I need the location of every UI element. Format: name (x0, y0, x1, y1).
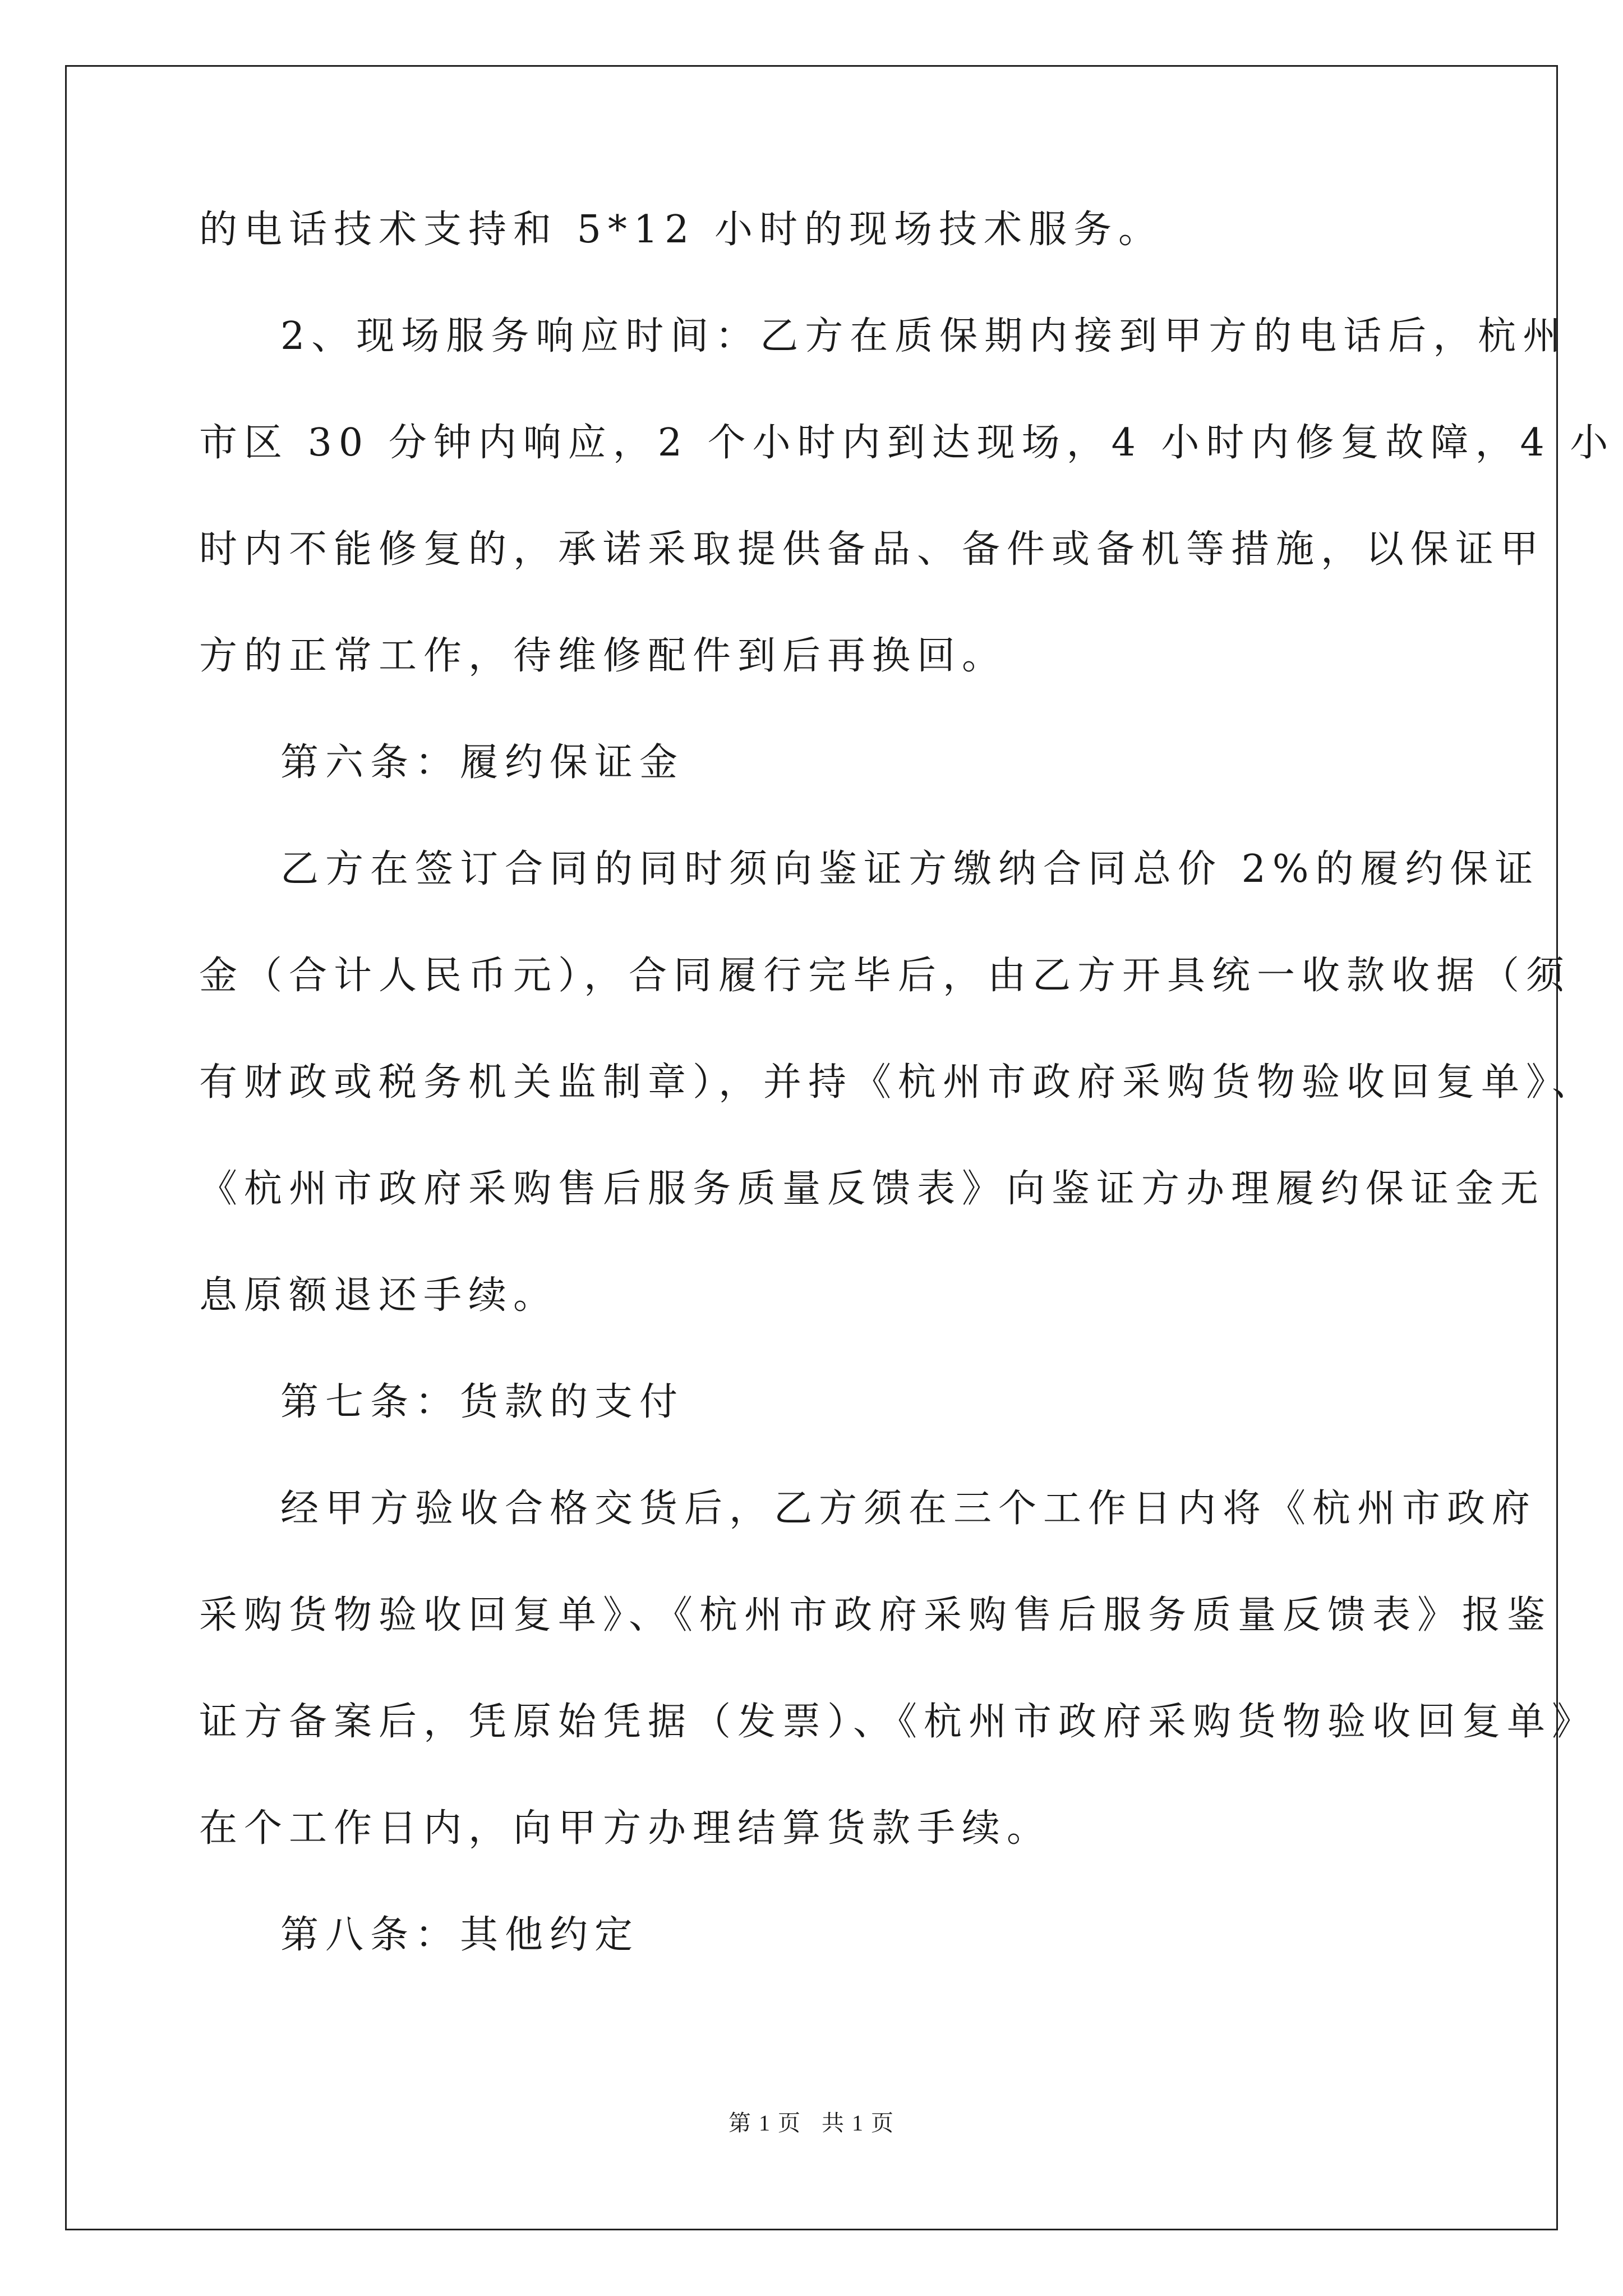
text-line-2: 2、现场服务响应时间：乙方在质保期内接到甲方的电话后，杭州 (280, 314, 1568, 358)
text-line-14: 采购货物验收回复单》、《杭州市政府采购售后服务质量反馈表》报鉴 (199, 1593, 1552, 1637)
text-line-5: 方的正常工作，待维修配件到后再换回。 (199, 634, 1007, 678)
section-heading-8: 第八条：其他约定 (280, 1913, 640, 1957)
page-border (65, 65, 1558, 2230)
text-line-16: 在个工作日内，向甲方办理结算货款手续。 (199, 1806, 1052, 1851)
section-heading-7: 第七条：货款的支付 (280, 1380, 685, 1424)
text-line-13: 经甲方验收合格交货后，乙方须在三个工作日内将《杭州市政府 (280, 1487, 1537, 1531)
text-line-10: 《杭州市政府采购售后服务质量反馈表》向鉴证方办理履约保证金无 (199, 1167, 1546, 1211)
text-line-15: 证方备案后，凭原始凭据（发票）、《杭州市政府采购货物验收回复单》 (199, 1700, 1597, 1744)
text-line-3: 市区 30 分钟内响应，2 个小时内到达现场，4 小时内修复故障，4 小 (199, 421, 1615, 465)
text-line-1: 的电话技术支持和 5*12 小时的现场技术服务。 (199, 208, 1164, 252)
text-line-8: 金（合计人民币元），合同履行完毕后，由乙方开具统一收款收据（须 (199, 954, 1571, 998)
page-footer: 第 1 页 共 1 页 (728, 2110, 895, 2136)
text-line-7: 乙方在签订合同的同时须向鉴证方缴纳合同总价 2%的履约保证 (280, 847, 1540, 891)
text-line-11: 息原额退还手续。 (199, 1273, 559, 1318)
text-line-4: 时内不能修复的，承诺采取提供备品、备件或备机等措施，以保证甲 (199, 527, 1546, 572)
section-heading-6: 第六条：履约保证金 (280, 740, 685, 785)
text-line-9: 有财政或税务机关监制章），并持《杭州市政府采购货物验收回复单》、 (199, 1060, 1597, 1105)
